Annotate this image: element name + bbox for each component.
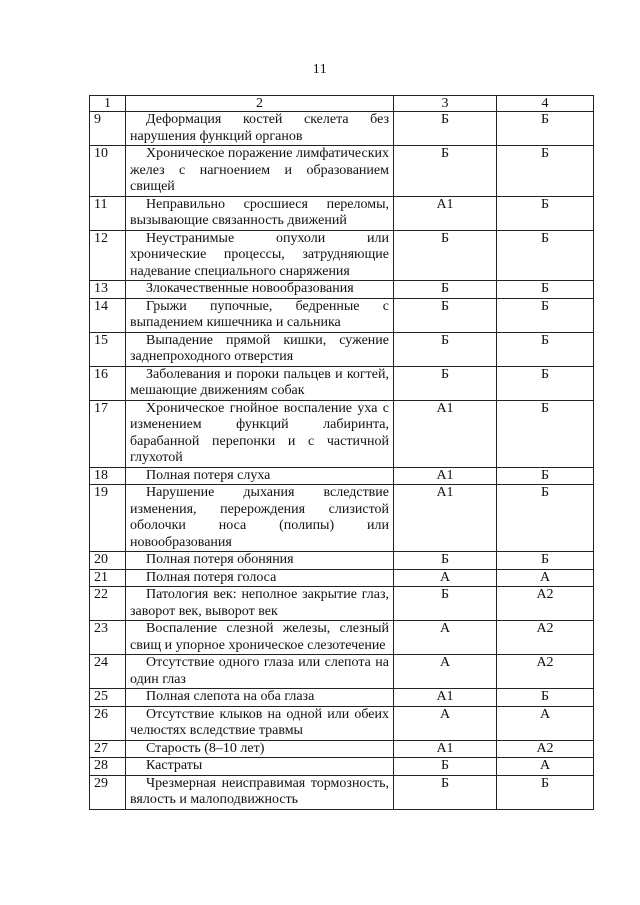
row-col-4-value: А2 <box>497 587 594 621</box>
table-row <box>90 146 594 197</box>
header-col-4: 4 <box>497 96 594 112</box>
row-number: 12 <box>90 230 126 281</box>
row-col-4-value: Б <box>497 467 594 485</box>
table-row <box>90 740 594 758</box>
row-description: Полная потеря слуха <box>126 467 394 485</box>
row-col-3-value: Б <box>394 230 497 281</box>
table-row <box>90 400 594 467</box>
row-col-3-value: А1 <box>394 196 497 230</box>
table-row <box>90 775 594 809</box>
row-description: Полная слепота на оба глаза <box>126 689 394 707</box>
row-col-3-value: Б <box>394 298 497 332</box>
row-description: Полная потеря голоса <box>126 569 394 587</box>
header-col-2: 2 <box>126 96 394 112</box>
row-col-4-value: Б <box>497 689 594 707</box>
header-col-1: 1 <box>90 96 126 112</box>
header-col-3: 3 <box>394 96 497 112</box>
row-number: 20 <box>90 552 126 570</box>
row-col-4-value: Б <box>497 298 594 332</box>
row-description: Отсутствие клыков на одной или обеих челюстях вследствие травмы <box>126 706 394 740</box>
row-number: 25 <box>90 689 126 707</box>
table-row <box>90 758 594 776</box>
table-row <box>90 332 594 366</box>
row-col-4-value: А2 <box>497 740 594 758</box>
row-col-4-value: Б <box>497 281 594 299</box>
table-row <box>90 112 594 146</box>
row-number: 29 <box>90 775 126 809</box>
row-col-3-value: Б <box>394 146 497 197</box>
row-col-4-value: А <box>497 706 594 740</box>
row-col-3-value: Б <box>394 112 497 146</box>
row-number: 22 <box>90 587 126 621</box>
table-row <box>90 552 594 570</box>
row-number: 13 <box>90 281 126 299</box>
row-col-3-value: А <box>394 706 497 740</box>
row-number: 28 <box>90 758 126 776</box>
row-description: Чрезмерная неисправимая тормозность, вялость и малоподвижность <box>126 775 394 809</box>
row-description: Отсутствие одного глаза или слепота на один глаз <box>126 655 394 689</box>
row-description: Старость (8–10 лет) <box>126 740 394 758</box>
row-description: Неустранимые опухоли или хронические процессы, затрудняющие надевание специального снаряжения <box>126 230 394 281</box>
row-description: Нарушение дыхания вследствие изменения, перерождения слизистой оболочки носа (полипы) или новообразования <box>126 485 394 552</box>
requirements-table <box>89 95 594 810</box>
row-col-3-value: Б <box>394 366 497 400</box>
row-number: 17 <box>90 400 126 467</box>
row-description: Заболевания и пороки пальцев и когтей, мешающие движениям собак <box>126 366 394 400</box>
table-header-row <box>90 96 594 112</box>
row-col-4-value: Б <box>497 196 594 230</box>
row-col-4-value: Б <box>497 230 594 281</box>
row-number: 10 <box>90 146 126 197</box>
table-row <box>90 706 594 740</box>
row-col-4-value: Б <box>497 366 594 400</box>
row-col-4-value: Б <box>497 332 594 366</box>
table-row <box>90 485 594 552</box>
table-row <box>90 569 594 587</box>
table-row <box>90 230 594 281</box>
row-number: 16 <box>90 366 126 400</box>
row-col-3-value: А1 <box>394 485 497 552</box>
table-row <box>90 587 594 621</box>
table-row <box>90 655 594 689</box>
page-number: 11 <box>312 62 328 77</box>
row-number: 23 <box>90 621 126 655</box>
row-number: 24 <box>90 655 126 689</box>
row-col-4-value: Б <box>497 146 594 197</box>
table-row <box>90 621 594 655</box>
row-description: Выпадение прямой кишки, сужение заднепроходного отверстия <box>126 332 394 366</box>
row-col-3-value: Б <box>394 587 497 621</box>
row-number: 21 <box>90 569 126 587</box>
table-row <box>90 366 594 400</box>
row-description: Хроническое гнойное воспаление уха с изменением функций лабиринта, барабанной перепонки и с частичной глухотой <box>126 400 394 467</box>
row-col-3-value: А <box>394 621 497 655</box>
row-description: Патология век: неполное закрытие глаз, заворот век, выворот век <box>126 587 394 621</box>
row-description: Кастраты <box>126 758 394 776</box>
table-row <box>90 689 594 707</box>
row-description: Воспаление слезной железы, слезный свищ и упорное хроническое слезотечение <box>126 621 394 655</box>
row-col-4-value: Б <box>497 400 594 467</box>
table-row <box>90 196 594 230</box>
row-col-3-value: А1 <box>394 689 497 707</box>
row-description: Деформация костей скелета без нарушения функций органов <box>126 112 394 146</box>
row-number: 26 <box>90 706 126 740</box>
row-col-3-value: А1 <box>394 400 497 467</box>
row-col-4-value: Б <box>497 112 594 146</box>
row-number: 15 <box>90 332 126 366</box>
row-col-3-value: Б <box>394 758 497 776</box>
row-col-3-value: А1 <box>394 740 497 758</box>
row-number: 19 <box>90 485 126 552</box>
row-col-4-value: Б <box>497 775 594 809</box>
row-number: 14 <box>90 298 126 332</box>
row-description: Хроническое поражение лимфатических желез с нагноением и образованием свищей <box>126 146 394 197</box>
row-col-3-value: Б <box>394 281 497 299</box>
row-col-3-value: Б <box>394 775 497 809</box>
row-description: Неправильно сросшиеся переломы, вызывающие связанность движений <box>126 196 394 230</box>
row-description: Грыжи пупочные, бедренные с выпадением кишечника и сальника <box>126 298 394 332</box>
row-col-3-value: А <box>394 569 497 587</box>
row-col-4-value: Б <box>497 485 594 552</box>
row-col-3-value: Б <box>394 552 497 570</box>
row-col-3-value: А <box>394 655 497 689</box>
row-description: Полная потеря обоняния <box>126 552 394 570</box>
row-number: 9 <box>90 112 126 146</box>
row-description: Злокачественные новообразования <box>126 281 394 299</box>
table-row <box>90 298 594 332</box>
row-col-4-value: А <box>497 569 594 587</box>
row-col-3-value: А1 <box>394 467 497 485</box>
table-row <box>90 467 594 485</box>
row-col-3-value: Б <box>394 332 497 366</box>
row-col-4-value: А2 <box>497 655 594 689</box>
row-number: 18 <box>90 467 126 485</box>
row-number: 27 <box>90 740 126 758</box>
row-col-4-value: Б <box>497 552 594 570</box>
row-col-4-value: А2 <box>497 621 594 655</box>
row-number: 11 <box>90 196 126 230</box>
row-col-4-value: А <box>497 758 594 776</box>
table-row <box>90 281 594 299</box>
